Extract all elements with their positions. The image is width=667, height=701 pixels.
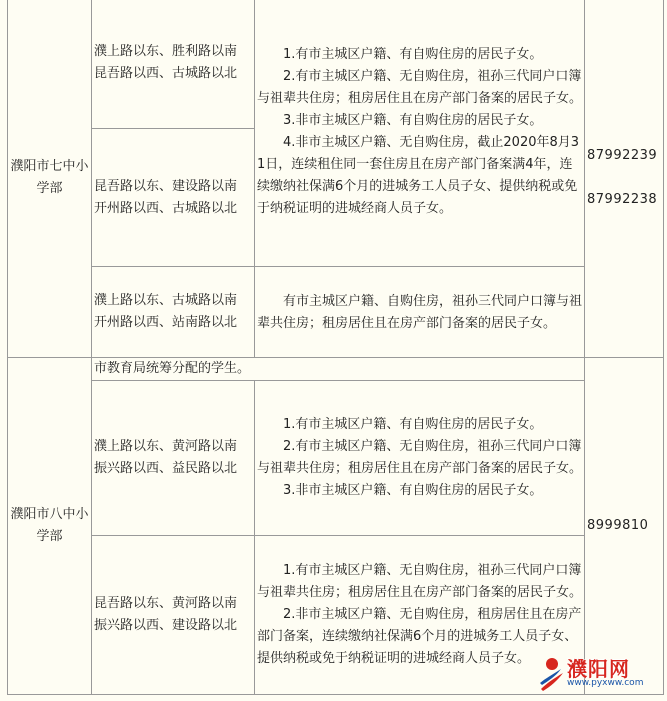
watermark-url: www.pyxww.com xyxy=(567,678,644,688)
allocation-note: 市教育局统筹分配的学生。 xyxy=(94,361,251,376)
phone-number: 8999810 xyxy=(587,518,649,533)
site-watermark xyxy=(537,653,661,697)
service-area-cell xyxy=(92,129,255,267)
school-name: 濮阳市七中小学部 xyxy=(10,158,89,196)
enrollment-zone-table xyxy=(7,0,664,695)
note-cell xyxy=(92,358,585,381)
table-row xyxy=(8,381,664,536)
table-row xyxy=(8,358,664,381)
area-boundary: 濮上路以东、古城路以南 xyxy=(94,293,238,308)
eligibility-cell xyxy=(255,536,585,695)
table-row xyxy=(8,267,664,358)
eligibility-item: 1.有市主城区户籍、有自购住房的居民子女。 xyxy=(283,47,543,62)
area-boundary: 开州路以西、古城路以北 xyxy=(94,200,238,216)
area-boundary: 濮上路以东、黄河路以南 xyxy=(94,439,238,454)
area-boundary: 昆吾路以东、黄河路以南 xyxy=(94,596,238,611)
phone-cell xyxy=(585,358,664,695)
area-boundary: 振兴路以西、益民路以北 xyxy=(94,461,238,476)
service-area-cell xyxy=(92,536,255,695)
eligibility-cell xyxy=(255,381,585,536)
area-boundary: 振兴路以西、建设路以北 xyxy=(94,618,238,633)
watermark-brand: 濮阳网 xyxy=(567,657,630,681)
eligibility-item: 3.非市主城区户籍、有自购住房的居民子女。 xyxy=(283,113,543,128)
phone-number: 87992239 xyxy=(587,147,658,163)
eligibility-item: 4.非市主城区户籍、无自购住房，截止2020年8月31日，连续租住同一套住房且在房产部门备案满4年，连续缴纳社保满6个月的进城务工人员子女、提供纳税或免于纳税证明的进城经商人员子女。 xyxy=(257,135,580,216)
service-area-cell xyxy=(92,0,255,129)
service-area-cell xyxy=(92,381,255,536)
eligibility-item: 3.非市主城区户籍、有自购住房的居民子女。 xyxy=(283,483,543,498)
area-boundary: 昆吾路以东、建设路以南 xyxy=(94,178,238,194)
eligibility-item: 1.有市主城区户籍、无自购住房，祖孙三代同户口簿与祖辈共住房；租房居住且在房产部门备案的居民子女。 xyxy=(257,563,583,600)
area-boundary: 昆吾路以西、古城路以北 xyxy=(94,66,238,81)
phone-number: 87992238 xyxy=(587,191,658,207)
service-area-cell xyxy=(92,267,255,358)
site-logo-icon xyxy=(537,653,567,693)
eligibility-item: 2.非市主城区户籍、无自购住房，租房居住且在房产部门备案，连续缴纳社保满6个月的进城务工人员子女、提供纳税或免于纳税证明的进城经商人员子女。 xyxy=(257,607,582,666)
school-name-cell xyxy=(8,358,92,695)
school-name: 濮阳市八中小学部 xyxy=(10,507,89,544)
eligibility-cell xyxy=(255,0,585,267)
area-boundary: 开州路以西、站南路以北 xyxy=(94,315,238,330)
eligibility-item: 1.有市主城区户籍、有自购住房的居民子女。 xyxy=(283,417,543,432)
eligibility-cell xyxy=(255,267,585,358)
eligibility-item: 有市主城区户籍、自购住房，祖孙三代同户口簿与祖辈共住房；租房居住且在房产部门备案的居民子女。 xyxy=(257,294,583,331)
table-row xyxy=(8,0,664,129)
area-boundary: 濮上路以东、胜利路以南 xyxy=(94,44,238,59)
school-name-cell xyxy=(8,0,92,358)
eligibility-item: 2.有市主城区户籍、无自购住房，祖孙三代同户口簿与祖辈共住房；租房居住且在房产部门备案的居民子女。 xyxy=(257,69,583,106)
eligibility-item: 2.有市主城区户籍、无自购住房，祖孙三代同户口簿与祖辈共住房；租房居住且在房产部门备案的居民子女。 xyxy=(257,439,583,476)
phone-cell xyxy=(585,0,664,358)
